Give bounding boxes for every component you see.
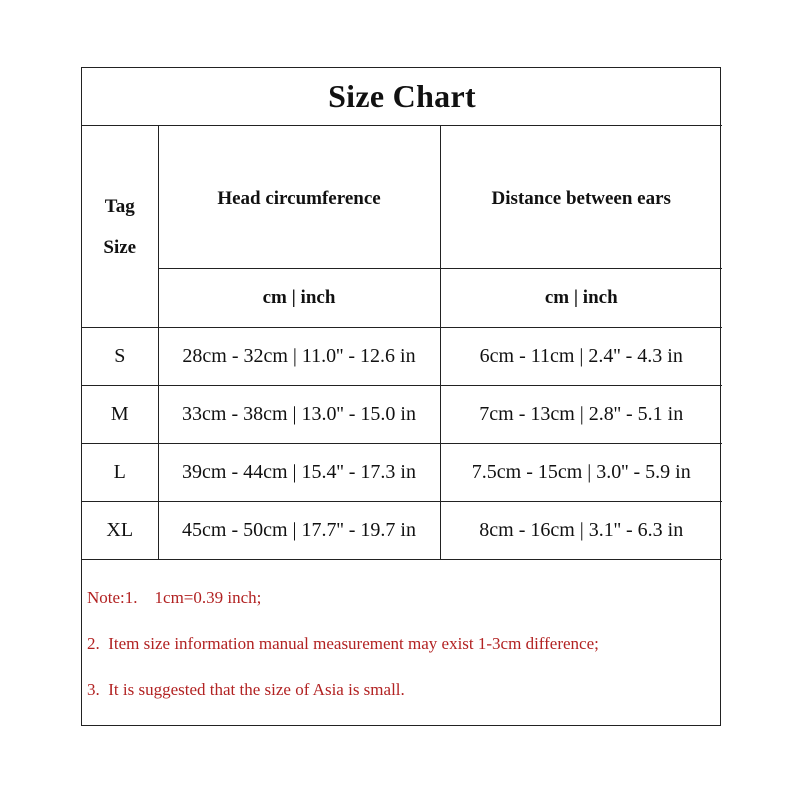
size-table [82, 68, 722, 560]
size-cell: S [82, 328, 158, 386]
ear-distance-header: Distance between ears [440, 126, 722, 269]
size-cell: L [82, 444, 158, 502]
head-cell: 28cm - 32cm | 11.0'' - 12.6 in [158, 328, 440, 386]
tag-size-header [82, 126, 158, 328]
head-cell: 33cm - 38cm | 13.0'' - 15.0 in [158, 386, 440, 444]
ears-unit-header: cm | inch [440, 269, 722, 328]
notes-section [82, 566, 720, 726]
ears-cell: 7.5cm - 15cm | 3.0'' - 5.9 in [440, 444, 722, 502]
note-line-3: 3. It is suggested that the size of Asia is small. [87, 680, 405, 699]
chart-title: Size Chart [82, 68, 722, 126]
table-row [82, 502, 722, 560]
size-chart [81, 67, 721, 726]
table-row [82, 328, 722, 386]
title-row [82, 68, 722, 126]
head-unit-header: cm | inch [158, 269, 440, 328]
note-line-1: Note:1. 1cm=0.39 inch; [87, 588, 262, 607]
ears-cell: 8cm - 16cm | 3.1'' - 6.3 in [440, 502, 722, 560]
table-row [82, 386, 722, 444]
note-line-2: 2. Item size information manual measurement may exist 1-3cm difference; [87, 634, 599, 653]
unit-row [82, 269, 722, 328]
size-cell: M [82, 386, 158, 444]
header-row [82, 126, 722, 269]
size-cell: XL [82, 502, 158, 560]
table-row [82, 444, 722, 502]
tag-size-label-2: Size [103, 236, 137, 258]
ears-cell: 7cm - 13cm | 2.8'' - 5.1 in [440, 386, 722, 444]
head-circumference-header: Head circumference [158, 126, 440, 269]
head-cell: 45cm - 50cm | 17.7'' - 19.7 in [158, 502, 440, 560]
head-cell: 39cm - 44cm | 15.4'' - 17.3 in [158, 444, 440, 502]
ears-cell: 6cm - 11cm | 2.4'' - 4.3 in [440, 328, 722, 386]
tag-size-label-1: Tag [104, 195, 135, 217]
